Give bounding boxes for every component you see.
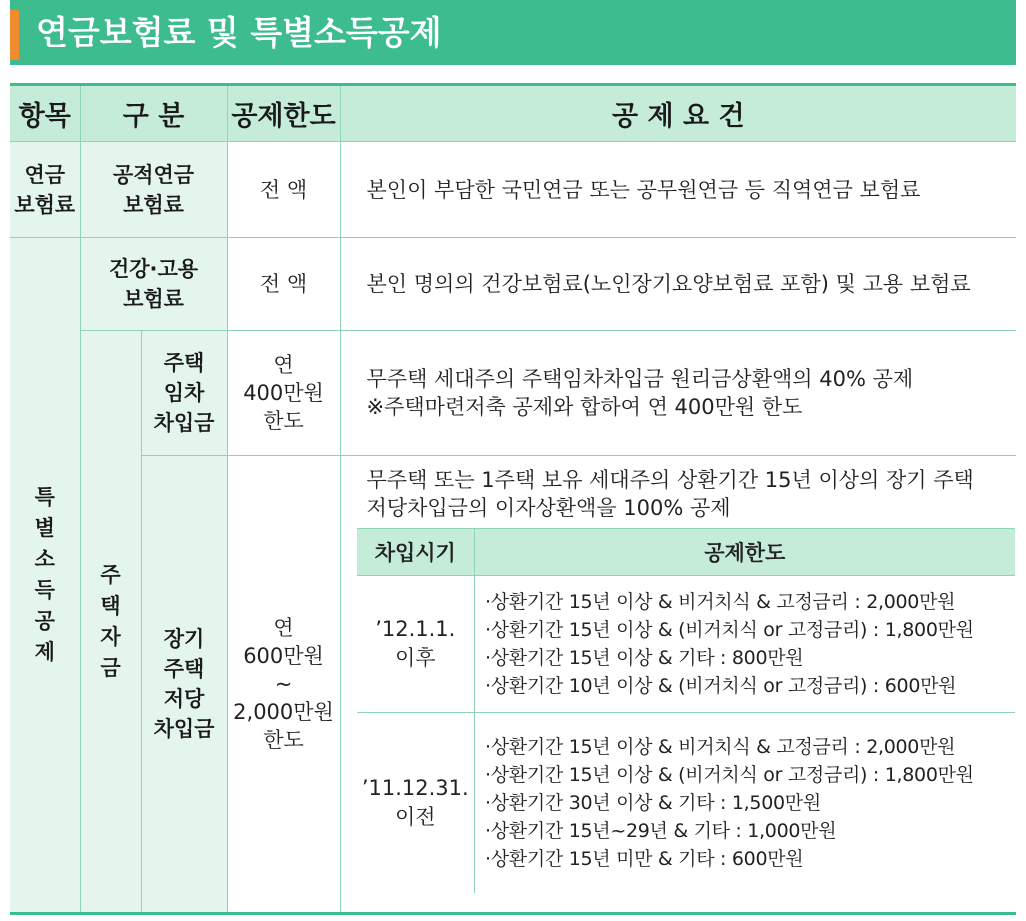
- housing-char: 주: [100, 562, 121, 587]
- pension-item-line1: 연금: [24, 162, 66, 187]
- mortgage-limit-line: 2,000만원: [233, 700, 334, 724]
- mortgage-requirement-line2: 저당차입금의 이자상환액을 100% 공제: [366, 496, 731, 520]
- special-char: 득: [34, 578, 55, 602]
- pension-category-cell: [80, 142, 227, 238]
- limit-items-cell: [475, 576, 1015, 713]
- subtable-header-row: [357, 529, 1015, 576]
- health-requirement: 본인 명의의 건강보험료(노인장기요양보험료 포함) 및 고용 보험료: [340, 238, 1016, 331]
- special-char: 특: [34, 485, 55, 509]
- mortgage-category-line: 장기: [163, 627, 205, 651]
- limit-item: ·상환기간 15년~29년 & 기타 : 1,000만원: [485, 819, 837, 842]
- period-cell: [357, 576, 475, 713]
- rent-category-line: 차입금: [153, 411, 215, 435]
- period-line2: 이후: [394, 646, 436, 670]
- limit-item: ·상환기간 15년 이상 & 비거치식 & 고정금리 : 2,000만원: [485, 735, 956, 758]
- table-row: [10, 456, 1016, 914]
- header-limit: 공제한도: [227, 85, 340, 142]
- mortgage-category-line: 주택: [163, 657, 205, 681]
- limit-item: ·상환기간 15년 이상 & 비거치식 & 고정금리 : 2,000만원: [485, 591, 956, 613]
- period-line2: 이전: [394, 804, 436, 829]
- mortgage-category-line: 차입금: [153, 717, 215, 741]
- period-line1: ’11.12.31.: [361, 775, 469, 800]
- table-header-row: [10, 85, 1016, 142]
- rent-limit-line: 연: [273, 353, 294, 377]
- pension-category-line2: 보험료: [123, 192, 184, 217]
- page-title: 연금보험료 및 특별소득공제: [36, 13, 442, 52]
- limit-item: ·상환기간 10년 이상 & (비거치식 or 고정금리) : 600만원: [485, 675, 957, 697]
- limit-item: ·상환기간 15년 이상 & (비거치식 or 고정금리) : 1,800만원: [485, 763, 974, 786]
- period-line1: ’12.1.1.: [375, 617, 456, 641]
- health-category-line1: 건강·고용: [108, 257, 199, 281]
- housing-fund-cell: [80, 331, 141, 914]
- health-category-line2: 보험료: [123, 287, 184, 311]
- limit-item: ·상환기간 15년 이상 & 기타 : 800만원: [485, 647, 804, 669]
- housing-char: 자: [100, 624, 121, 649]
- rent-category-cell: [141, 331, 227, 456]
- pension-requirement: 본인이 부담한 국민연금 또는 공무원연금 등 직역연금 보험료: [340, 142, 1016, 238]
- table-row: [10, 331, 1016, 456]
- mortgage-limit-cell: [227, 456, 340, 914]
- table-row: [357, 713, 1015, 893]
- health-category-cell: [80, 238, 227, 331]
- mortgage-limit-line: ~: [274, 672, 293, 696]
- mortgage-limit-line: 한도: [263, 728, 304, 752]
- limit-item: ·상환기간 15년 미만 & 기타 : 600만원: [485, 847, 804, 870]
- pension-limit: 전 액: [227, 142, 340, 238]
- mortgage-limit-subtable: [357, 528, 1015, 893]
- rent-requirement-line1: 무주택 세대주의 주택임차차입금 원리금상환액의 40% 공제: [366, 367, 914, 391]
- special-char: 공: [34, 609, 55, 633]
- special-char: 제: [34, 640, 55, 664]
- sub-header-limit: 공제한도: [475, 529, 1015, 576]
- table-row: [10, 238, 1016, 331]
- header-category: 구 분: [80, 85, 227, 142]
- rent-category-line: 주택: [163, 351, 205, 375]
- limit-items-cell: [475, 713, 1015, 893]
- rent-category-line: 임차: [163, 381, 205, 405]
- title-accent-stripe: [10, 10, 19, 60]
- sub-header-period: 차입시기: [357, 529, 475, 576]
- mortgage-limit-line: 600만원: [243, 644, 324, 668]
- pension-category-line1: 공적연금: [112, 162, 195, 187]
- special-char: 소: [34, 547, 55, 571]
- rent-limit-line: 400만원: [243, 381, 324, 405]
- housing-char: 택: [100, 593, 121, 618]
- table-row: [357, 576, 1015, 713]
- deduction-table: [10, 83, 1016, 915]
- table-row: [10, 142, 1016, 238]
- mortgage-category-cell: [141, 456, 227, 914]
- health-limit: 전 액: [227, 238, 340, 331]
- special-char: 별: [34, 516, 55, 540]
- header-item: 항목: [10, 85, 80, 142]
- rent-limit-line: 한도: [263, 409, 304, 433]
- rent-limit-cell: [227, 331, 340, 456]
- rent-requirement-cell: [340, 331, 1016, 456]
- special-item-cell: [10, 238, 80, 914]
- limit-item: ·상환기간 15년 이상 & (비거치식 or 고정금리) : 1,800만원: [485, 619, 974, 641]
- mortgage-limit-line: 연: [273, 616, 294, 640]
- header-requirement: 공 제 요 건: [340, 85, 1016, 142]
- period-cell: [357, 713, 475, 893]
- limit-item: ·상환기간 30년 이상 & 기타 : 1,500만원: [485, 791, 821, 814]
- mortgage-category-line: 저당: [163, 687, 205, 711]
- pension-item-line2: 보험료: [14, 192, 76, 217]
- housing-char: 금: [100, 655, 121, 680]
- rent-requirement-line2: ※주택마련저축 공제와 합하여 연 400만원 한도: [366, 395, 803, 419]
- mortgage-requirement-cell: [340, 456, 1016, 914]
- mortgage-requirement-line1: 무주택 또는 1주택 보유 세대주의 상환기간 15년 이상의 장기 주택: [366, 468, 974, 492]
- pension-item-cell: [10, 142, 80, 238]
